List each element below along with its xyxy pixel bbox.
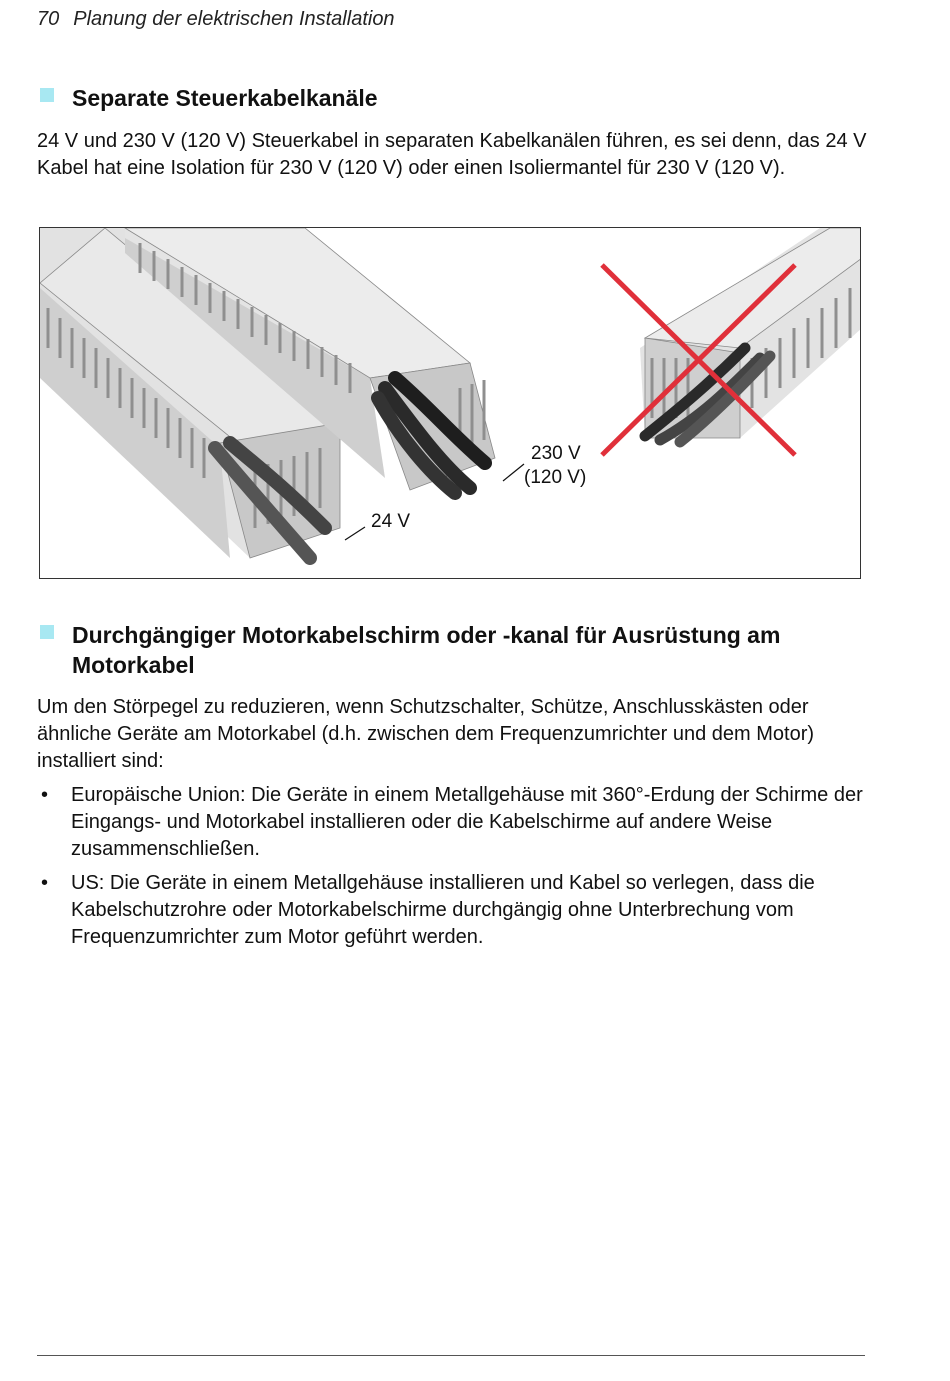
section1-paragraph: 24 V und 230 V (120 V) Steuerkabel in separaten Kabelkanälen führen, es sei denn, das 24 V Kabel hat eine Isolation für 230 V (120 V) oder einen Isoliermantel für 230 V (120 V). — [37, 130, 867, 179]
footer-rule — [37, 1355, 865, 1356]
cable-duct-illustration — [40, 228, 861, 579]
bullet-dot-icon: • — [41, 872, 49, 894]
leader-24v — [345, 527, 365, 540]
label-230v: 230 V — [531, 443, 581, 464]
section-heading-text: Durchgängiger Motorkabelschirm oder -kanal für Ausrüstung am Motorkabel — [72, 622, 781, 678]
section-heading-motor-cable — [40, 620, 872, 680]
list-item — [37, 782, 872, 863]
section-heading-text: Separate Steuerkabelkanäle — [72, 85, 378, 111]
heading-bullet-square-icon — [40, 88, 54, 102]
leader-230v — [503, 464, 524, 481]
section2-paragraph: Um den Störpegel zu reduzieren, wenn Schutzschalter, Schütze, Anschlusskästen oder ähnliche Geräte am Motorkabel (d.h. zwischen dem Frequenzumrichter und dem Motor) installiert sind: — [37, 696, 815, 772]
running-header — [37, 8, 395, 31]
bullet-list — [37, 782, 872, 958]
heading-bullet-square-icon — [40, 625, 54, 639]
cable-duct-figure — [39, 227, 861, 579]
list-item-text: Europäische Union: Die Geräte in einem Metallgehäuse mit 360°-Erdung der Schirme der Eingangs- und Motorkabel installieren oder die Kabelschirme auf andere Weise zusammenschließen. — [71, 784, 863, 860]
list-item — [37, 870, 872, 951]
section-heading-separate-ducts — [40, 83, 872, 113]
page-number: 70 — [37, 8, 60, 30]
list-item-text: US: Die Geräte in einem Metallgehäuse installieren und Kabel so verlegen, dass die Kabelschutzrohre oder Motorkabelschirme durchgängig ohne Unterbrechung vom Frequenzumrichter zum Motor geführt werden. — [71, 872, 815, 948]
bullet-dot-icon: • — [41, 784, 49, 806]
label-24v: 24 V — [371, 511, 411, 532]
running-title: Planung der elektrischen Installation — [73, 8, 395, 30]
label-120v: (120 V) — [524, 467, 587, 488]
